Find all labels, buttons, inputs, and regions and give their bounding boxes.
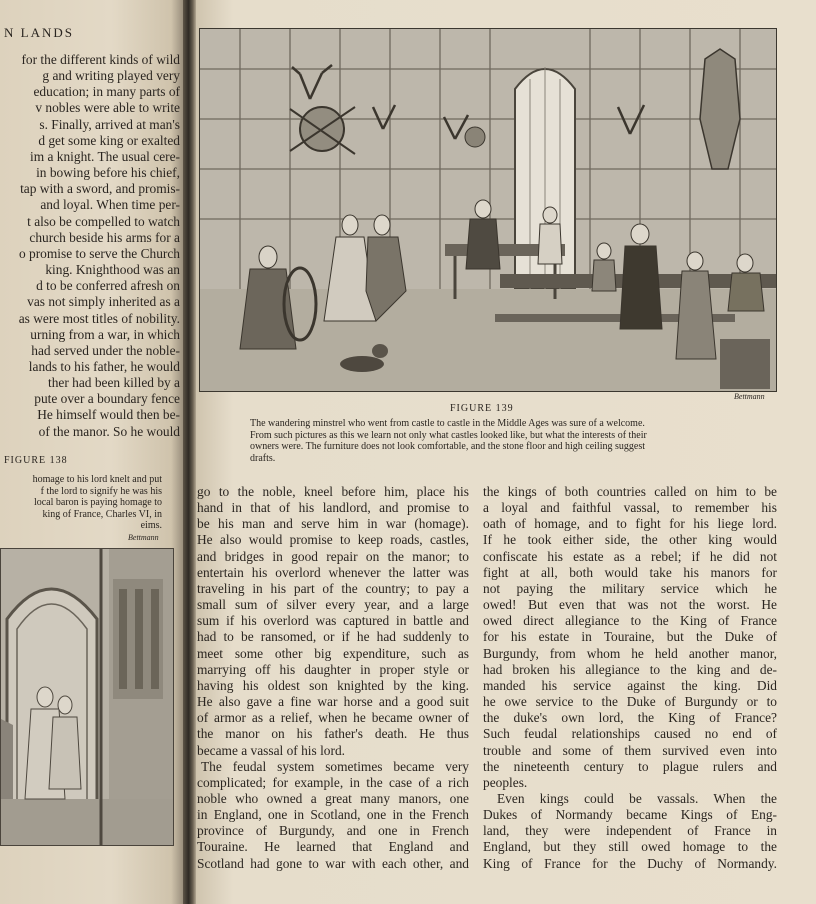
body-text-line: peoples. (483, 774, 528, 790)
body-text-line: had broken his allegiance to the king and de- (483, 661, 777, 677)
caption-line: drafts. (250, 452, 276, 464)
left-text-line: had served under the noble- (31, 342, 180, 358)
body-text-line: the nineteenth century to plague rulers and (483, 758, 777, 774)
body-text-line: Burgundy, from whom he held another manor, (483, 645, 777, 661)
figure-138-illustration (0, 548, 174, 846)
body-text-line: hand in that of his landlord, and promise to (197, 500, 469, 516)
body-text-line: marrying off his daughter in proper style or (197, 661, 469, 677)
left-text-line: ther had been killed by a (48, 375, 180, 391)
body-text-line: the duke's own lord, the King of France? (483, 710, 777, 726)
body-text-line: go to the noble, kneel before him, place his (197, 484, 469, 499)
body-text-line: owed! But even that was not the worst. He (483, 597, 777, 613)
figure-138-credit: Bettmann (128, 533, 159, 542)
body-text-line: Such feudal relationships caused no end of (483, 726, 777, 742)
body-text-line: trouble and some of them survived even into (483, 742, 777, 758)
figure-139-caption (250, 418, 770, 464)
body-text-line: and bridges in good repair on the manor; to (197, 548, 469, 564)
left-text-line: for the different kinds of wild (21, 52, 180, 67)
body-text-line: the kings of both countries called on him to be (483, 484, 777, 499)
body-text-line: fight at all, both would take his manors for (483, 564, 777, 580)
homage-engraving (1, 549, 173, 845)
body-text-line: King of France for the Duchy of Normandy. (483, 855, 777, 871)
body-text-line: not paying the military service which he (483, 580, 777, 596)
left-text-line: d get some king or exalted (38, 132, 180, 148)
left-page-text (0, 52, 180, 440)
caption-line: local baron is paying homage to (33, 497, 162, 509)
figure-139-label: FIGURE 139 (450, 403, 514, 414)
left-text-line: pute over a boundary fence (34, 391, 180, 407)
left-text-line: lands to his father, he would (28, 358, 180, 374)
body-text-line: for his estate in Touraine, but the Duke of (483, 629, 777, 645)
left-text-line: and loyal. When time per- (40, 197, 180, 213)
left-text-line: o promise to serve the Church (18, 245, 180, 261)
left-text-line: t also be compelled to watch (27, 213, 180, 229)
left-text-line: im a knight. The usual cere- (30, 148, 180, 164)
running-head: N LANDS (4, 25, 74, 40)
body-text-line: in England, one in Scotland, one in the French (197, 807, 469, 823)
body-text-line: noble who owned a great many manors, one (197, 790, 469, 806)
left-text-line: v nobles were able to write (35, 100, 180, 116)
caption-line: The wandering minstrel who went from castle to castle in the Middle Ages was sure of a welcome. (250, 418, 645, 429)
left-text-line: d to be conferred afresh on (36, 278, 180, 294)
body-text-line: complicated; for example, in the case of a rich (197, 774, 469, 790)
body-text-line: England, but they still owed homage to the (483, 839, 777, 855)
body-text-line: oath of homage, and to fight for his liege lord. (483, 516, 777, 532)
figure-139-credit: Bettmann (734, 392, 765, 401)
book-gutter (183, 0, 197, 904)
body-text-line: be his man and serve him in war (homage). (197, 516, 469, 532)
body-text-line: Scotland had gone to war with each other, and (197, 855, 469, 871)
body-text-line: province of Burgundy, and one in French (197, 823, 469, 839)
body-text-line: entertain his overlord whenever the latter was (197, 564, 469, 580)
body-text-line: a loyal and faithful vassal, to remember his (483, 500, 777, 516)
body-text-line: Touraine. He learned that England and (197, 839, 469, 855)
body-text-line: The feudal system sometimes became very (201, 758, 469, 774)
body-text-line: He also gave a fine war horse and a good suit (197, 694, 469, 710)
left-text-line: vas not simply inherited as a (27, 294, 180, 310)
left-text-line: as were most titles of nobility. (18, 310, 180, 326)
body-text-line: Dukes of Normandy became Kings of Eng- (483, 807, 777, 823)
figure-138-label: FIGURE 138 (4, 455, 68, 466)
left-page (0, 0, 186, 904)
left-text-line: tap with a sword, and promis- (20, 181, 180, 197)
left-text-line: urning from a war, in which (30, 326, 180, 342)
body-text-line: traveling in his part of the country; to pay a (197, 580, 469, 596)
figure-139-illustration (199, 28, 777, 392)
minstrel-hall-engraving (200, 29, 776, 391)
body-text-line: manded his service against the king. Did (483, 677, 777, 693)
caption-line: f the lord to signify he was his (40, 485, 162, 497)
body-text-line: had to be ransomed, or if he had suddenly to (197, 629, 469, 645)
body-text-line: he owe service to the Duke of Burgundy or to (483, 694, 777, 710)
figure-138-caption (0, 474, 162, 532)
body-column-right (483, 484, 777, 872)
body-text-line: confiscate his estate as a rebel; if he did not (483, 548, 777, 564)
caption-line: eims. (140, 520, 162, 532)
left-text-line: g and writing played very (42, 68, 180, 84)
body-text-line: Even kings could be vassals. When the (497, 790, 777, 806)
left-text-line: in bowing before his chief, (36, 165, 180, 181)
body-text-line: owed direct allegiance to the King of France (483, 613, 777, 629)
body-column-left (197, 484, 469, 872)
body-text-line: land, they were independent of France in (483, 823, 777, 839)
caption-line: From such pictures as this we learn not only what castles looked like, but what the interests of their (250, 429, 647, 441)
left-text-line: king. Knighthood was an (45, 262, 180, 278)
body-text-line: of armor as a relief, when he became owner of (197, 710, 469, 726)
caption-line: owners were. The furniture does not look comfortable, and the stone floor and high ceiling suggest (250, 441, 645, 452)
left-text-line: education; in many parts of (33, 84, 180, 100)
body-text-line: the manor on his father's death. He thus (197, 726, 469, 742)
body-text-line: If he took either side, the other king would (483, 532, 777, 548)
body-text-line: having his oldest son knighted by the king. (197, 677, 469, 693)
body-text-line: became a vassal of his lord. (197, 742, 345, 758)
body-text-line: small sum of silver every year, and a large (197, 597, 469, 613)
body-text-line: He also would promise to keep roads, castles, (197, 532, 469, 548)
caption-line: king of France, Charles VI, in (42, 508, 162, 520)
left-text-line: church beside his arms for a (29, 229, 180, 245)
left-text-line: of the manor. So he would (38, 423, 180, 439)
caption-line: homage to his lord knelt and put (32, 474, 162, 485)
left-text-line: He himself would then be- (37, 407, 180, 423)
body-text-line: sum if his overlord was captured in battle and (197, 613, 469, 629)
left-text-line: s. Finally, arrived at man's (39, 116, 180, 132)
body-text-line: meet some other big expenditure, such as (197, 645, 469, 661)
